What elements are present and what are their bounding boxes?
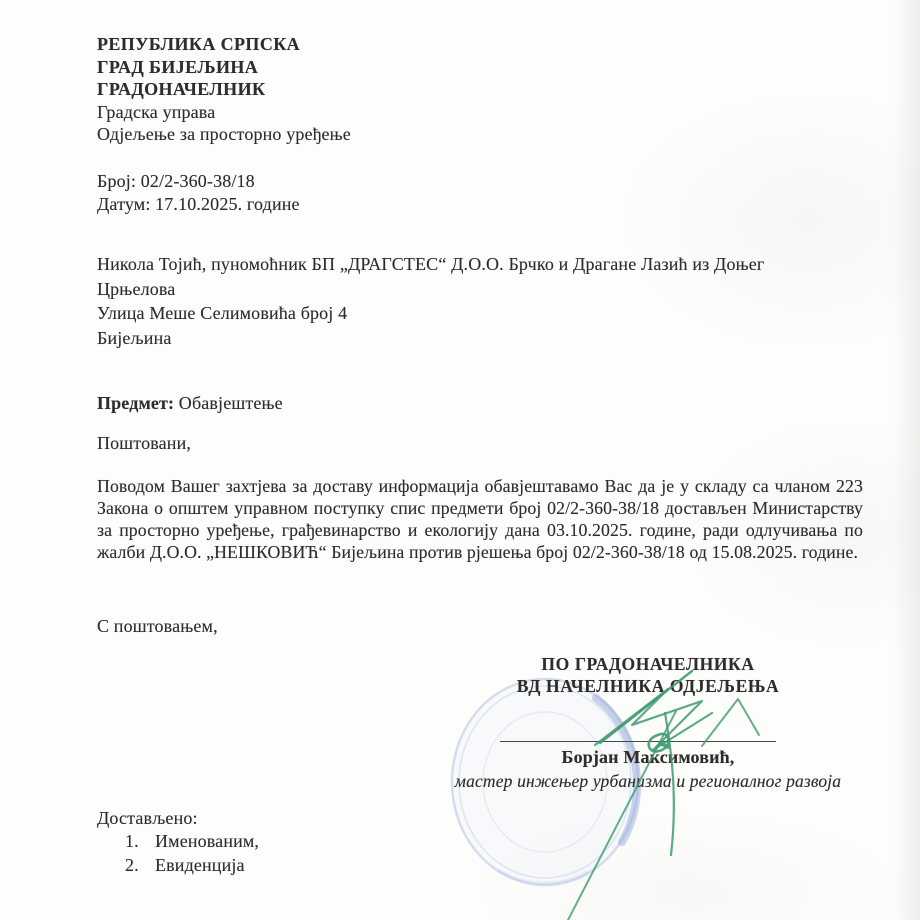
delivered-item-number: 1. [125, 831, 139, 851]
delivered-item-text: Именованим, [155, 831, 260, 851]
letterhead-line-administration: Градска управа [97, 101, 216, 122]
addressee-line: Никола Тојић, пуномоћник БП „ДРАГСТЕС“ Д.О.О. Брчко и Драгане Лазић из Доњег [97, 254, 765, 274]
delivered-item-number: 2. [125, 854, 139, 875]
subject-value: Обавјештење [174, 393, 283, 413]
delivered-block [97, 806, 259, 877]
authority-line-1: ПО ГРАДОНАЧЕЛНИКА [541, 654, 755, 674]
signature-authority [418, 654, 878, 697]
letterhead-line-city: ГРАД БИЈЕЉИНА [97, 56, 259, 77]
letterhead-line-republic: РЕПУБЛИКА СРПСКА [97, 34, 301, 54]
delivered-item [97, 854, 259, 878]
closing: С поштовањем, [97, 616, 218, 636]
authority-line-2: ВД НАЧЕЛНИКА ОДЈЕЉЕЊА [516, 675, 780, 696]
letterhead-line-department: Одјељење за просторно уређење [97, 124, 351, 144]
delivered-item-text: Евиденција [155, 854, 245, 875]
addressee-block [97, 252, 764, 350]
salutation: Поштовани, [97, 433, 192, 453]
addressee-line: Бијељина [97, 327, 172, 348]
letterhead [97, 33, 351, 146]
signer-name: Борјан Максимовић, [561, 747, 735, 767]
delivered-item [97, 830, 259, 854]
addressee-line: Улица Меше Селимовића број 4 [97, 303, 348, 323]
signer-title: мастер инжењер урбанизма и регионалног развоја [454, 771, 842, 791]
reference-block [97, 170, 300, 216]
subject-line [97, 392, 283, 414]
addressee-line: Црњелова [97, 278, 176, 299]
signature-rule [500, 741, 776, 742]
reference-date: Датум: 17.10.2025. године [97, 194, 300, 214]
subject-label: Предмет: [97, 393, 175, 413]
delivered-label: Достављено: [97, 808, 198, 828]
reference-number: Број: 02/2-360-38/18 [97, 171, 255, 191]
letterhead-line-mayor: ГРАДОНАЧЕЛНИК [97, 79, 266, 99]
body-paragraph: Поводом Вашег захтјева за доставу информација обавјештавамо Вас да је у складу са чланом 223 Закона о општем управном поступку спис предмети број 02/2-360-38/18 достављен Министарству за просторно уређење, грађевинарство и екологију дана 03.10.2025. године, ради одлучивања по жалби Д.О.О. „НЕШКОВИЋ“ Бијељина против рјешења број 02/2-360-38/18 од 15.08.2025. године. [97, 476, 863, 562]
